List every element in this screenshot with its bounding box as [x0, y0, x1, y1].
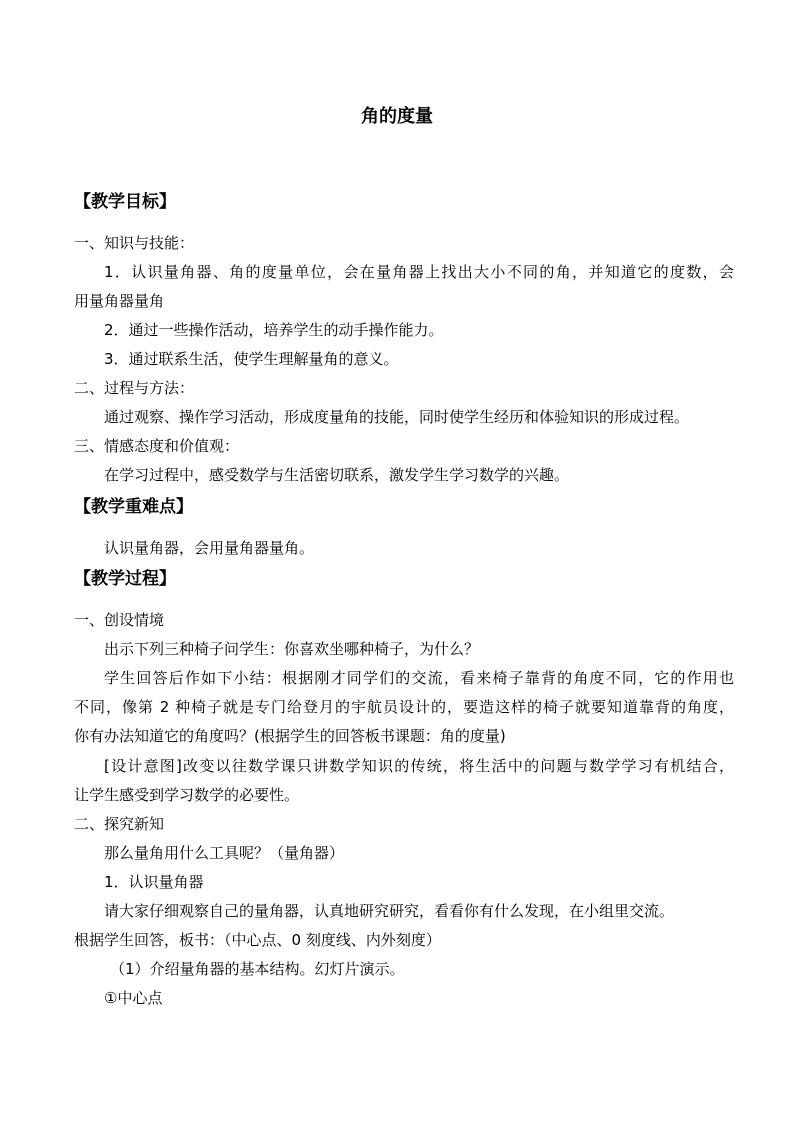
paragraph-line: 二、探究新知	[74, 815, 165, 833]
paragraph-line: 根据学生回答，板书：（中心点、0 刻度线、内外刻度）	[74, 931, 441, 949]
paragraph-line: 三、情感态度和价值观：	[74, 437, 240, 455]
paragraph-line: 一、知识与技能：	[74, 234, 195, 252]
paragraph-line: 1．认识量角器、角的度量单位，会在量角器上找出大小不同的角，并知道它的度数，会	[104, 263, 734, 281]
paragraph-line: 1．认识量角器	[104, 873, 204, 891]
paragraph-line: 让学生感受到学习数学的必要性。	[74, 786, 300, 804]
paragraph-line: ①中心点	[104, 989, 163, 1007]
paragraph-line: 那么量角用什么工具呢？（量角器）	[104, 844, 345, 862]
paragraph-line: 通过观察、操作学习活动，形成度量角的技能，同时使学生经历和体验知识的形成过程。	[104, 408, 690, 426]
paragraph-line: 在学习过程中，感受数学与生活密切联系，激发学生学习数学的兴趣。	[104, 466, 570, 484]
section-heading-key-points: 【教学重难点】	[74, 497, 193, 517]
paragraph-line: 一、创设情境	[74, 611, 165, 629]
paragraph-line: 出示下列三种椅子问学生：你喜欢坐哪种椅子，为什么？	[104, 640, 480, 658]
paragraph-line: 学生回答后作如下小结：根据刚才同学们的交流，看来椅子靠背的角度不同，它的作用也	[104, 669, 734, 687]
paragraph-line: 请大家仔细观察自己的量角器，认真地研究研究，看看你有什么发现，在小组里交流。	[104, 902, 675, 920]
section-heading-objectives: 【教学目标】	[74, 192, 176, 212]
paragraph-line: 二、过程与方法：	[74, 379, 195, 397]
section-heading-process: 【教学过程】	[74, 569, 176, 589]
page-title: 角的度量	[361, 106, 433, 127]
paragraph-line: （1）介绍量角器的基本结构。幻灯片演示。	[110, 960, 405, 978]
paragraph-line: [设计意图]改变以往数学课只讲数学知识的传统，将生活中的问题与数学学习有机结合，	[104, 757, 734, 775]
paragraph-line: 你有办法知道它的角度吗？(根据学生的回答板书课题：角的度量)	[74, 727, 506, 745]
paragraph-line: 3．通过联系生活，使学生理解量角的意义。	[104, 350, 399, 368]
paragraph-line: 用量角器量角	[74, 292, 165, 310]
paragraph-line: 2．通过一些操作活动，培养学生的动手操作能力。	[104, 321, 444, 339]
paragraph-line: 不同，像第 2 种椅子就是专门给登月的宇航员设计的，要造这样的椅子就要知道靠背的角度，	[74, 698, 734, 716]
paragraph-line: 认识量角器，会用量角器量角。	[104, 539, 315, 557]
